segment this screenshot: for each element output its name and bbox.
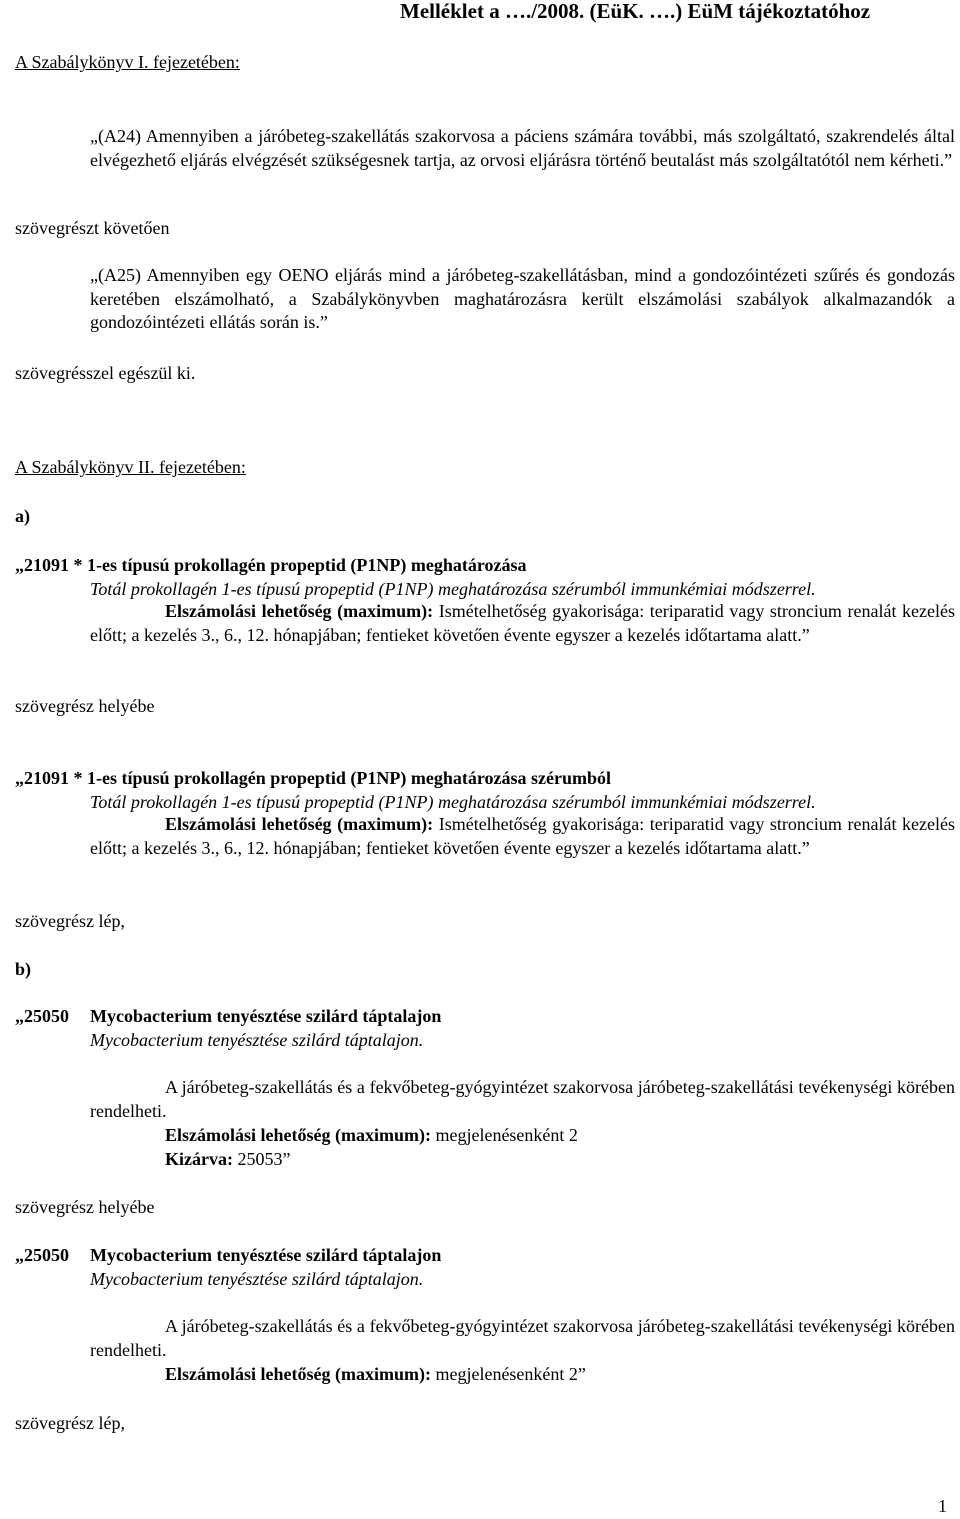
new-21091-title: „21091 * 1-es típusú prokollagén propeptid (P1NP) meghatározása szérumból	[15, 768, 612, 788]
billing-text: Ismételhetőség gyakorisága: teriparatid vagy stroncium renalát kezelés előtt; a kezelés 3., 6., 12. hónapjában; fentieket követően évente egyszer a kezelés időtartama alatt.”	[90, 601, 955, 645]
instruction-after-a25: szövegrésszel egészül ki.	[15, 363, 196, 383]
section-heading-chapter-1: A Szabálykönyv I. fejezetében:	[15, 52, 240, 72]
quote-a24: „(A24) Amennyiben a járóbeteg-szakellátás szakorvosa a páciens számára további, más szolgáltató, szakrendelés által elvégezhető eljárás elvégzését szükségesnek tartja, az orvosi eljárásra történő beutalást más szolgáltatótól nem kérheti.”	[90, 126, 955, 170]
billing-label: Elszámolási lehetőség (maximum):	[165, 814, 434, 834]
old-21091-billing	[90, 600, 955, 647]
billing-text: Ismételhetőség gyakorisága: teriparatid vagy stroncium renalát kezelés előtt; a kezelés 3., 6., 12. hónapjában; fentieket követően évente egyszer a kezelés időtartama alatt.”	[90, 814, 955, 858]
instruction-after-a24: szövegrészt követően	[15, 218, 170, 238]
attachment-title: Melléklet a …./2008. (EüK. ….) EüM tájékoztatóhoz	[400, 0, 871, 23]
instruction-instead-1: szövegrész helyébe	[15, 696, 155, 716]
billing-label: Elszámolási lehetőség (maximum):	[165, 1364, 431, 1384]
new-25050-title-line	[15, 1244, 441, 1268]
billing-label: Elszámolási lehetőség (maximum):	[165, 601, 434, 621]
ordering-text: A járóbeteg-szakellátás és a fekvőbeteg-gyógyintézet szakorvosa járóbeteg-szakellátási tevékenységi körében rendelheti.	[90, 1077, 955, 1121]
page-number: 1	[938, 1496, 947, 1516]
new-21091-billing	[90, 813, 955, 860]
old-21091-title: „21091 * 1-es típusú prokollagén propeptid (P1NP) meghatározása	[15, 555, 527, 575]
instruction-steps-2: szövegrész lép,	[15, 1413, 125, 1433]
billing-text: megjelenésenként 2	[430, 1125, 578, 1145]
excluded-text: 25053”	[232, 1149, 291, 1169]
old-25050-ordering	[90, 1076, 955, 1123]
billing-label: Elszámolási lehetőség (maximum):	[165, 1125, 431, 1145]
billing-text: megjelenésenként 2”	[430, 1364, 586, 1384]
old-25050-billing	[165, 1124, 578, 1148]
title: Mycobacterium tenyésztése szilárd táptalajon	[90, 1006, 442, 1026]
item-label-b: b)	[15, 959, 32, 979]
ordering-text: A járóbeteg-szakellátás és a fekvőbeteg-gyógyintézet szakorvosa járóbeteg-szakellátási tevékenységi körében rendelheti.	[90, 1316, 955, 1360]
item-label-a: a)	[15, 506, 30, 526]
old-25050-excluded	[165, 1148, 290, 1172]
new-25050-ordering	[90, 1315, 955, 1362]
code: „25050	[15, 1006, 69, 1026]
old-25050-title-line	[15, 1005, 441, 1029]
instruction-instead-2: szövegrész helyébe	[15, 1197, 155, 1217]
old-21091-description: Totál prokollagén 1-es típusú propeptid (P1NP) meghatározása szérumból immunkémiai módszerrel.	[90, 579, 816, 599]
code: „25050	[15, 1245, 69, 1265]
excluded-label: Kizárva:	[165, 1149, 233, 1169]
new-21091-description: Totál prokollagén 1-es típusú propeptid (P1NP) meghatározása szérumból immunkémiai módszerrel.	[90, 792, 816, 812]
quote-a25: „(A25) Amennyiben egy OENO eljárás mind a járóbeteg-szakellátásban, mind a gondozóintézeti szűrés és gondozás keretében elszámolható, a Szabálykönyvben maghatározásra került elszámolási szabályok alkalmazandók a gondozóintézeti ellátás során is.”	[90, 265, 955, 332]
section-heading-chapter-2: A Szabálykönyv II. fejezetében:	[15, 457, 246, 477]
title: Mycobacterium tenyésztése szilárd táptalajon	[90, 1245, 442, 1265]
new-25050-billing	[165, 1363, 586, 1387]
new-25050-description: Mycobacterium tenyésztése szilárd táptalajon.	[90, 1269, 424, 1289]
instruction-steps-1: szövegrész lép,	[15, 911, 125, 931]
old-25050-description: Mycobacterium tenyésztése szilárd táptalajon.	[90, 1030, 424, 1050]
